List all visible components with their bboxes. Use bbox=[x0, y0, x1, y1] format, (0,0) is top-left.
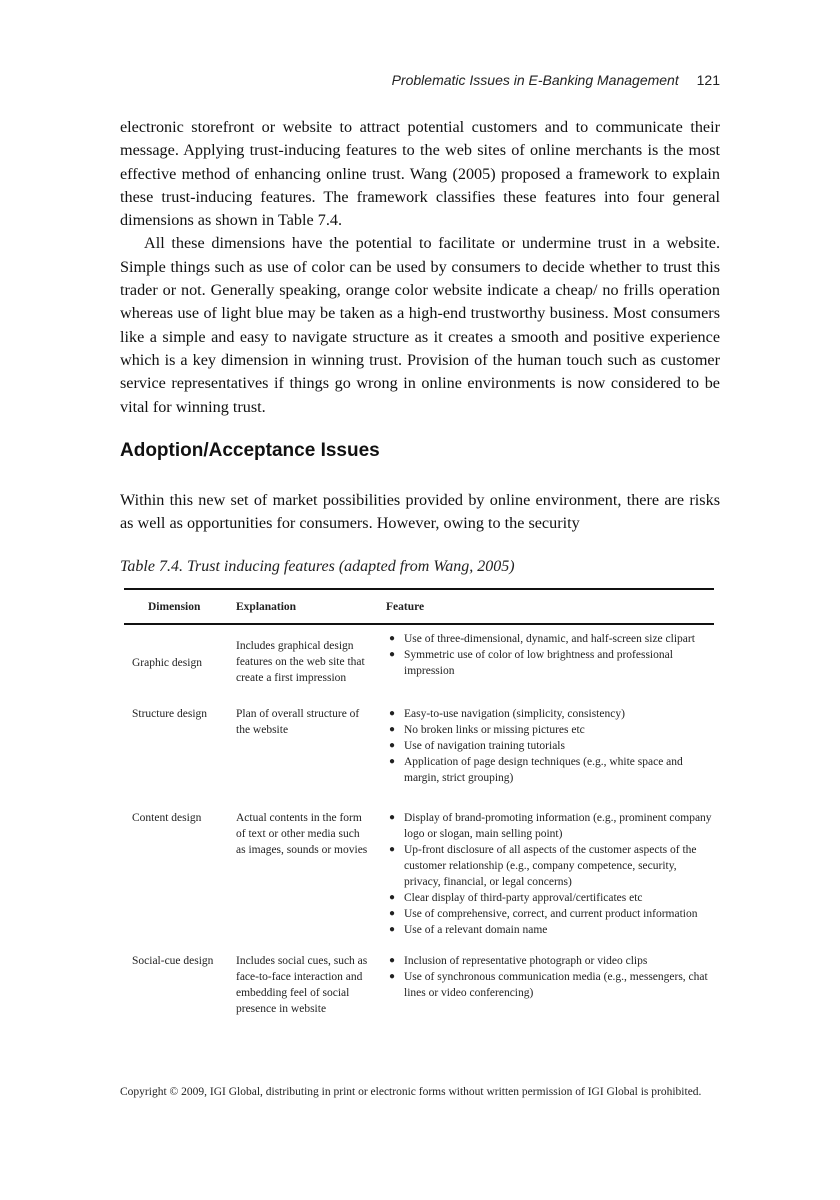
feature-text: Symmetric use of color of low brightness and professional impression bbox=[404, 649, 673, 677]
feature-list bbox=[386, 631, 714, 679]
feature-item bbox=[386, 969, 714, 1001]
explanation-cell: Actual contents in the form of text or other media such as images, sounds or movies bbox=[236, 812, 368, 856]
dimension-cell: Social-cue design bbox=[132, 955, 214, 967]
bullet-icon: ● bbox=[389, 649, 396, 660]
feature-item bbox=[386, 631, 714, 647]
feature-list bbox=[386, 810, 714, 938]
trust-features-table bbox=[124, 588, 714, 1017]
feature-item bbox=[386, 706, 714, 722]
feature-cell bbox=[386, 624, 714, 686]
running-head-title: Problematic Issues in E-Banking Management bbox=[391, 72, 679, 88]
body-text-after-heading bbox=[120, 489, 720, 536]
table-row bbox=[124, 938, 714, 1017]
book-page bbox=[120, 0, 720, 1200]
section-heading: Adoption/Acceptance Issues bbox=[120, 440, 380, 461]
feature-text: Up-front disclosure of all aspects of the customer aspects of the customer relationship (e.g., company competence, security, privacy, financial, or legal concerns) bbox=[404, 844, 697, 888]
feature-item bbox=[386, 842, 714, 890]
feature-item bbox=[386, 906, 714, 922]
column-header-feature: Feature bbox=[386, 601, 425, 613]
table-row bbox=[124, 624, 714, 686]
explanation-cell: Includes graphical design features on the web site that create a first impression bbox=[236, 640, 365, 684]
feature-cell bbox=[386, 786, 714, 938]
paragraph: All these dimensions have the potential to facilitate or undermine trust in a website. Simple things such as use of color can be used by consumers to decide whether to trust this trader or not. Generally speaking, orange color website indicate a cheap/ no frills operation whereas use of light blue may be taken as a high-end trustworthy business. Most consumers like a simple and easy to navigate structure as it creates a smooth and positive experience which is a key dimension in winning trust. Provision of the human touch such as customer service representatives if things go wrong in online environments is now considered to be vital for winning trust. bbox=[120, 234, 720, 416]
feature-text: Easy-to-use navigation (simplicity, consistency) bbox=[404, 708, 625, 720]
paragraph: electronic storefront or website to attract potential customers and to communicate their message. Applying trust-inducing features to the web sites of online merchants is the most effective method of enhancing online trust. Wang (2005) proposed a framework to explain these trust-inducing features. The framework classifies these features into four general dimensions as shown in Table 7.4. bbox=[120, 118, 720, 230]
bullet-icon: ● bbox=[389, 812, 396, 823]
page-number: 121 bbox=[696, 72, 720, 88]
bullet-icon: ● bbox=[389, 892, 396, 903]
bullet-icon: ● bbox=[389, 908, 396, 919]
dimension-cell: Structure design bbox=[132, 708, 208, 720]
feature-text: Inclusion of representative photograph or video clips bbox=[404, 955, 648, 967]
running-head bbox=[392, 72, 720, 88]
bullet-icon: ● bbox=[389, 955, 396, 966]
feature-item bbox=[386, 810, 714, 842]
feature-list bbox=[386, 706, 714, 786]
bullet-icon: ● bbox=[389, 740, 396, 751]
bullet-icon: ● bbox=[389, 971, 396, 982]
bullet-icon: ● bbox=[389, 844, 396, 855]
feature-item bbox=[386, 754, 714, 786]
feature-item bbox=[386, 647, 714, 679]
dimension-cell: Graphic design bbox=[132, 657, 202, 669]
feature-text: Use of comprehensive, correct, and current product information bbox=[404, 908, 698, 920]
feature-text: Use of three-dimensional, dynamic, and half-screen size clipart bbox=[404, 633, 695, 645]
bullet-icon: ● bbox=[389, 756, 396, 767]
table-row bbox=[124, 686, 714, 786]
feature-text: Use of a relevant domain name bbox=[404, 924, 548, 936]
paragraph: Within this new set of market possibilities provided by online environment, there are risks as well as opportunities for consumers. However, owing to the security bbox=[120, 491, 720, 533]
body-text-before-heading bbox=[120, 116, 720, 419]
copyright-notice: Copyright © 2009, IGI Global, distributing in print or electronic forms without written permission of IGI Global is prohibited. bbox=[120, 1086, 702, 1098]
table-caption: Table 7.4. Trust inducing features (adapted from Wang, 2005) bbox=[120, 558, 515, 575]
table-row bbox=[124, 786, 714, 938]
feature-item bbox=[386, 890, 714, 906]
table-header-row bbox=[124, 589, 714, 624]
feature-text: No broken links or missing pictures etc bbox=[404, 724, 585, 736]
bullet-icon: ● bbox=[389, 724, 396, 735]
explanation-cell: Plan of overall structure of the website bbox=[236, 708, 360, 736]
feature-list bbox=[386, 953, 714, 1001]
feature-item bbox=[386, 722, 714, 738]
column-header-explanation: Explanation bbox=[236, 601, 297, 613]
feature-item bbox=[386, 922, 714, 938]
feature-text: Use of navigation training tutorials bbox=[404, 740, 565, 752]
column-header-dimension: Dimension bbox=[148, 601, 201, 613]
bullet-icon: ● bbox=[389, 708, 396, 719]
explanation-cell: Includes social cues, such as face-to-face interaction and embedding feel of social presence in website bbox=[236, 955, 368, 1015]
feature-text: Clear display of third-party approval/certificates etc bbox=[404, 892, 643, 904]
feature-text: Display of brand-promoting information (e.g., prominent company logo or slogan, main selling point) bbox=[404, 812, 712, 840]
feature-item bbox=[386, 738, 714, 754]
feature-text: Use of synchronous communication media (e.g., messengers, chat lines or video conferencing) bbox=[404, 971, 708, 999]
dimension-cell: Content design bbox=[132, 812, 202, 824]
feature-text: Application of page design techniques (e.g., white space and margin, strict grouping) bbox=[404, 756, 683, 784]
feature-item bbox=[386, 953, 714, 969]
bullet-icon: ● bbox=[389, 924, 396, 935]
feature-cell bbox=[386, 686, 714, 786]
bullet-icon: ● bbox=[389, 633, 396, 644]
feature-cell bbox=[386, 938, 714, 1017]
